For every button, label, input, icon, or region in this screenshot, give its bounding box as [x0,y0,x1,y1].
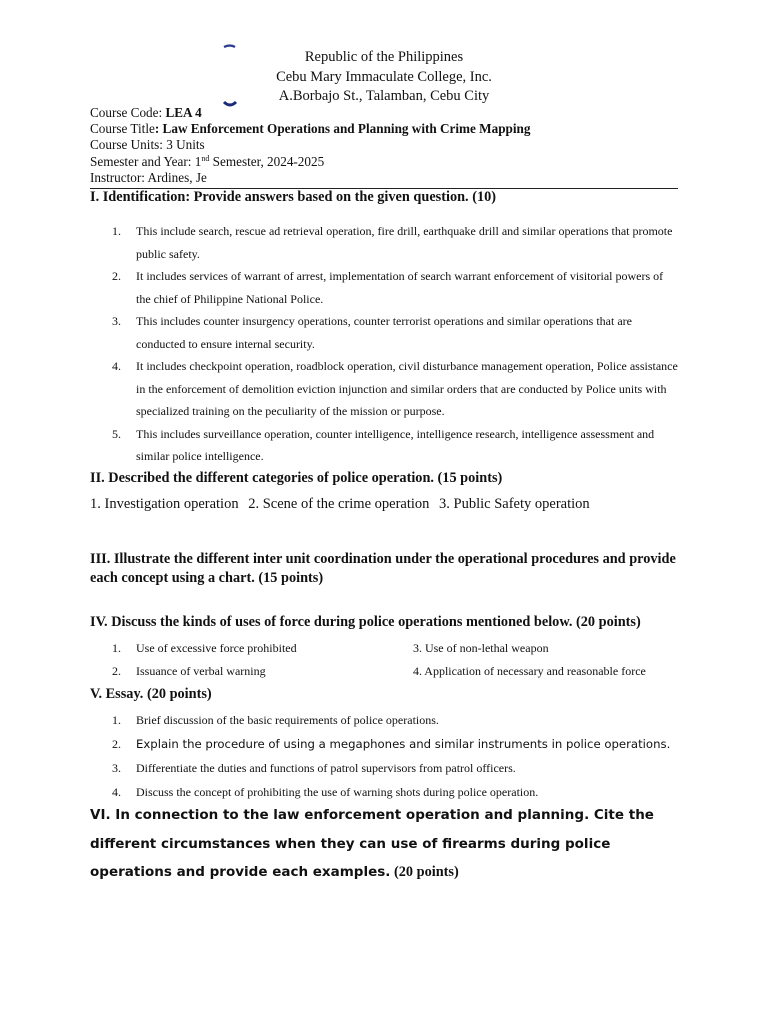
item-text: This includes surveillance operation, counter intelligence, intelligence research, intelligence assessment and similar police intelligence. [136,426,655,463]
course-title-label: Course Title [90,121,155,137]
section-5-title: V. Essay. (20 points) [90,686,212,702]
item-number: 2. [112,663,121,678]
police-operation-categories [90,496,596,513]
item-number: 2. [112,269,121,283]
item-text: 3. Use of non-lethal weapon [412,641,549,655]
list-item [90,756,680,780]
item-number: 5. [112,426,121,441]
course-info [90,105,530,186]
list-item [90,220,680,265]
category-item: 3. Public Safety operation [439,496,590,512]
item-text: It includes services of warrant of arrest, implementation of search warrant enforcement of visitorial powers of the chief of Philippine National Police. [136,269,664,306]
item-text: Use of excessive force prohibited [136,641,297,655]
category-item: 2. Scene of the crime operation [248,496,430,512]
category-item: 1. Investigation operation [90,496,239,512]
section-1-title: I. Identification: Provide answers based on the given question. (10) [90,189,497,205]
course-title-row [90,121,530,137]
list-item [90,355,680,423]
item-text: Brief discussion of the basic requirements of police operations. [136,713,439,727]
course-code-row [90,105,530,121]
item-number: 1. [112,713,121,727]
section-4-items [90,637,680,682]
college-name: Cebu Mary Immaculate College, Inc. [276,68,492,85]
semester-suffix: Semester, 2024-2025 [209,153,325,169]
institution-header [0,48,768,107]
semester-prefix: Semester and Year: 1 [90,153,202,169]
item-number: 1. [112,641,121,655]
semester-row [90,154,530,170]
list-item [90,732,680,756]
list-item [90,310,680,355]
item-number: 3. [112,761,121,775]
list-item [90,660,680,683]
section-4-title: IV. Discuss the kinds of uses of force during police operations mentioned below. (20 points) [90,614,641,630]
item-text: Discuss the concept of prohibiting the use of warning shots during police operation. [136,785,539,799]
item-text: Issuance of verbal warning [136,663,266,678]
republic-line: Republic of the Philippines [304,49,464,65]
item-text: It includes checkpoint operation, roadblock operation, civil disturbance management operation, Police assistance in the enforcement of demolition eviction injunction and similar orders that are conducted by Police units with specialized training on the peculiarity of the mission or purpose. [136,359,678,418]
college-address: A.Borbajo St., Talamban, Cebu City [278,88,490,104]
list-item [90,637,680,660]
item-number: 4. [112,359,121,373]
item-number: 3. [112,314,121,328]
list-item [90,708,680,732]
item-text: Differentiate the duties and functions of patrol supervisors from patrol officers. [136,761,516,775]
item-text: This includes counter insurgency operations, counter terrorist operations and similar operations that are conducted to ensure internal security. [136,314,632,351]
course-code-label: Course Code: [90,105,166,120]
course-units: Course Units: 3 Units [90,137,205,153]
list-item [90,265,680,310]
section-6-title [90,801,690,887]
item-number: 4. [112,785,121,799]
item-text: Explain the procedure of using a megaphones and similar instruments in police operations. [136,737,671,751]
section-1-questions [90,220,680,468]
section-6-points: (20 points) [390,864,459,880]
instructor: Instructor: Ardines, Je [90,169,207,185]
item-number: 1. [112,224,121,238]
section-6-text: VI. In connection to the law enforcement operation and planning. Cite the different circumstances when they can use of firearms during police operations and provide each examples. [90,807,654,880]
item-text: 4. Application of necessary and reasonable force [412,663,646,678]
list-item [90,423,680,468]
semester-ordinal: nd [201,153,210,163]
item-text: This include search, rescue ad retrieval operation, fire drill, earthquake drill and similar operations that promote public safety. [136,224,673,261]
course-code-value: LEA 4 [165,105,202,120]
item-number: 2. [112,737,121,751]
course-title-value: : Law Enforcement Operations and Planning with Crime Mapping [154,121,531,137]
section-2-title: II. Described the different categories of police operation. (15 points) [90,470,503,486]
section-5-items [90,708,680,804]
section-3-title: III. Illustrate the different inter unit coordination under the operational procedures and provide each concept using a chart. (15 points) [90,551,676,586]
